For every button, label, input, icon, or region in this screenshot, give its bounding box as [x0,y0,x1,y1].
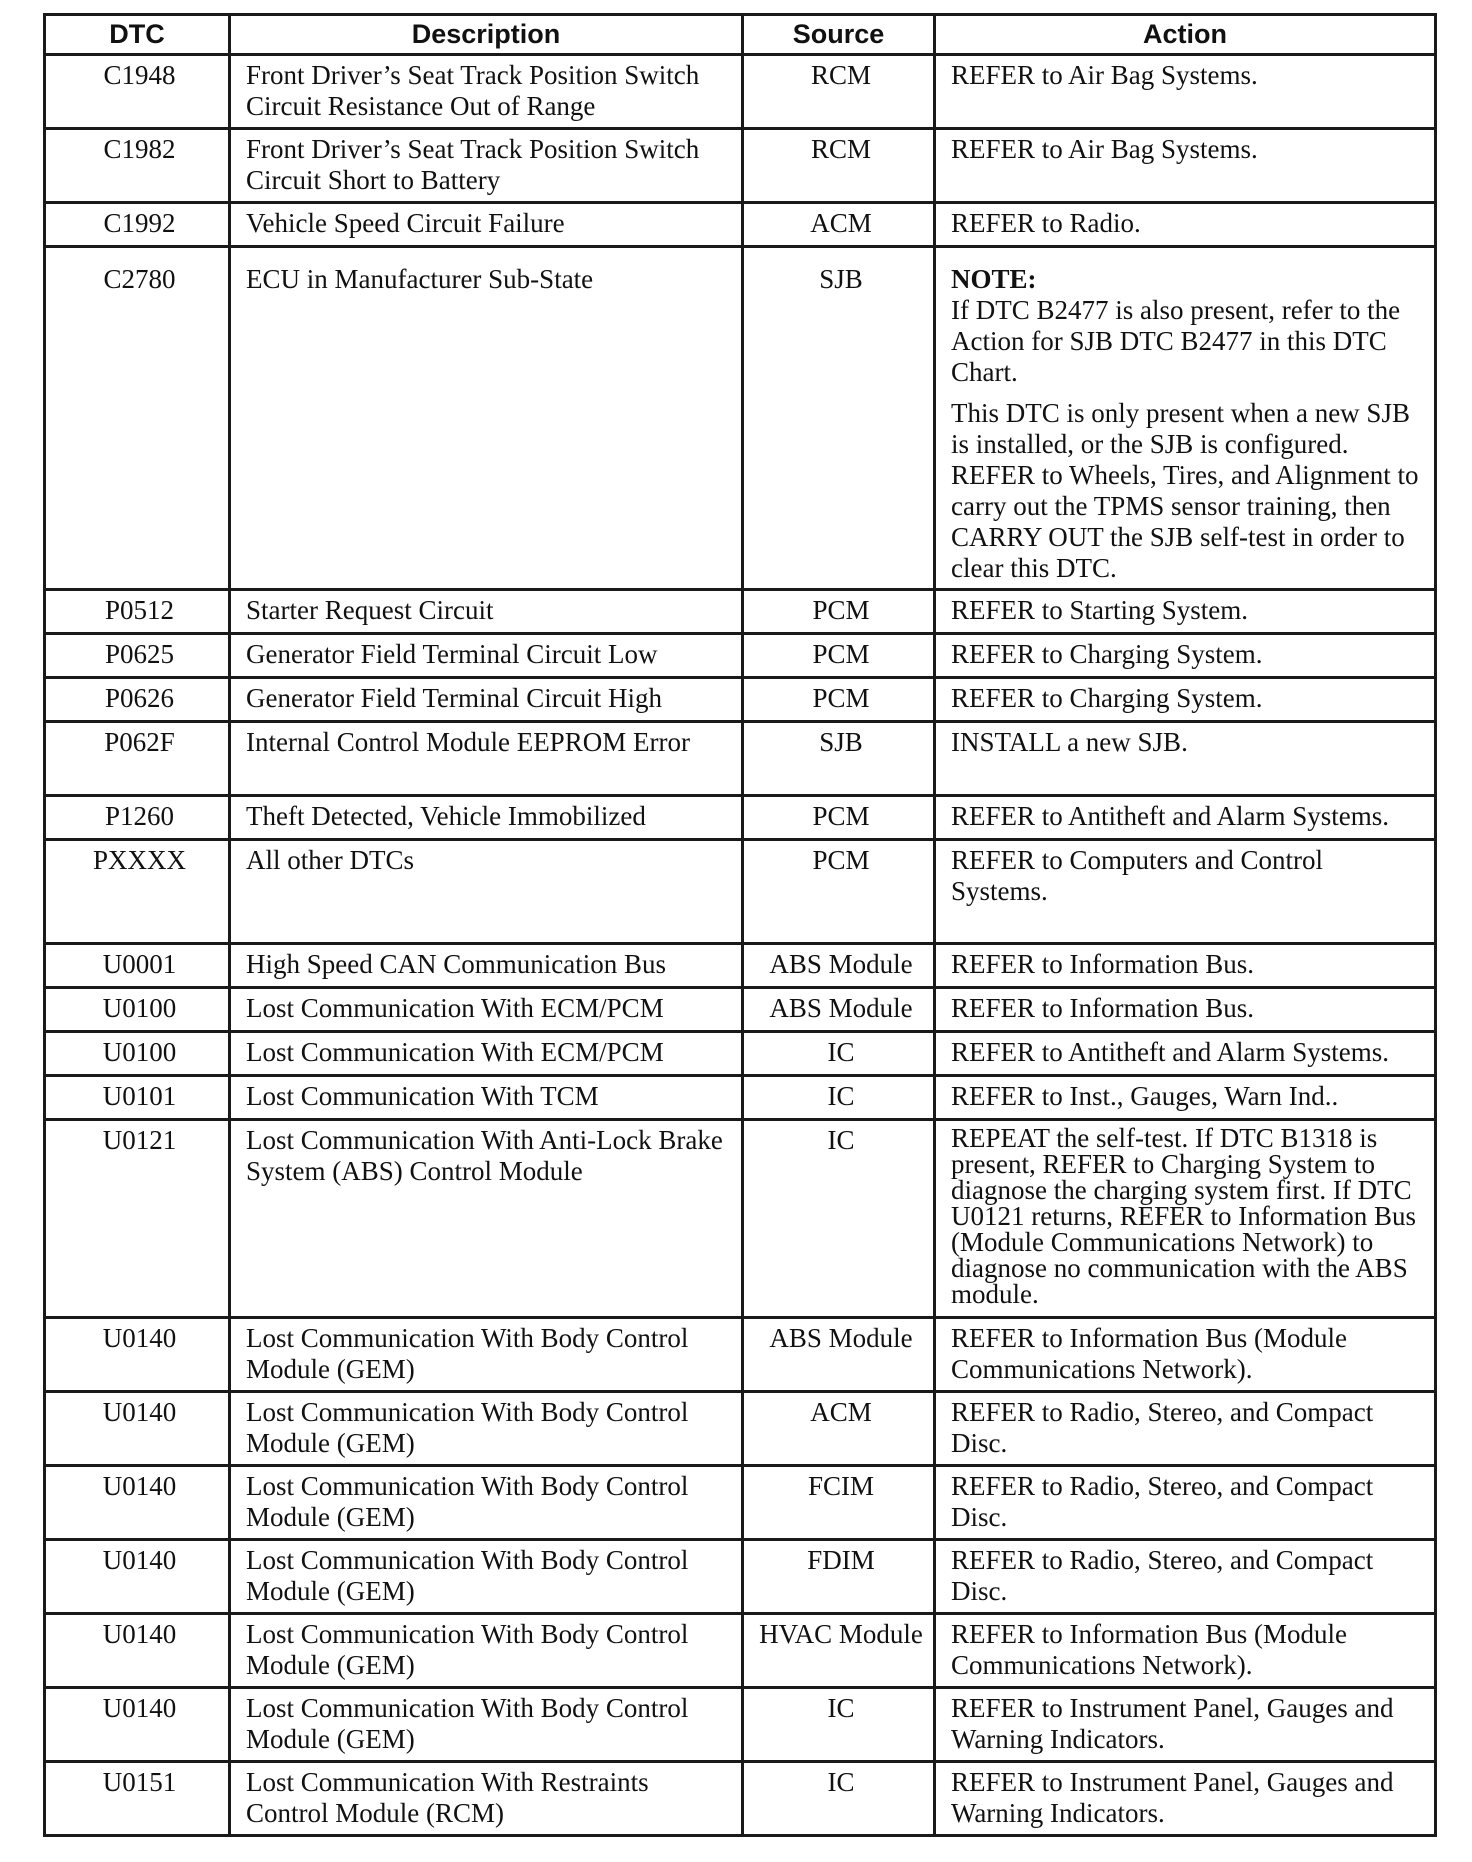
dtc-description: Lost Communication With Body Control Module (GEM) [230,1318,743,1392]
dtc-action: REFER to Information Bus. [935,944,1436,988]
dtc-source: ACM [743,1392,935,1466]
table-row [45,129,1436,203]
dtc-code: U0001 [45,944,230,988]
dtc-action: REFER to Information Bus. [935,988,1436,1032]
dtc-action: REFER to Charging System. [935,678,1436,722]
header-action: Action [935,15,1436,55]
dtc-description: Starter Request Circuit [230,590,743,634]
note-body: If DTC B2477 is also present, refer to the Action for SJB DTC B2477 in this DTC Chart. [951,295,1401,387]
dtc-source: PCM [743,796,935,840]
dtc-action: REFER to Information Bus (Module Communications Network). [935,1614,1436,1688]
dtc-action: REFER to Air Bag Systems. [935,55,1436,129]
dtc-code: U0140 [45,1688,230,1762]
dtc-source: PCM [743,678,935,722]
dtc-description: Lost Communication With Body Control Module (GEM) [230,1392,743,1466]
dtc-action: REFER to Radio. [935,203,1436,247]
dtc-description: All other DTCs [230,840,743,944]
dtc-description: Generator Field Terminal Circuit High [230,678,743,722]
dtc-description: Front Driver’s Seat Track Position Switch Circuit Short to Battery [230,129,743,203]
dtc-action: REFER to Starting System. [935,590,1436,634]
dtc-description: Lost Communication With Body Control Module (GEM) [230,1540,743,1614]
table-row [45,247,1436,590]
dtc-description: ECU in Manufacturer Sub-State [230,247,743,590]
dtc-action: REFER to Inst., Gauges, Warn Ind.. [935,1076,1436,1120]
table-row [45,840,1436,944]
dtc-source: HVAC Module [743,1614,935,1688]
dtc-source: IC [743,1120,935,1318]
dtc-description: Lost Communication With Restraints Control Module (RCM) [230,1762,743,1836]
dtc-code: P0625 [45,634,230,678]
table-row [45,722,1436,796]
dtc-code: U0140 [45,1540,230,1614]
dtc-code: P0512 [45,590,230,634]
dtc-action-note [935,247,1436,590]
dtc-action: REFER to Radio, Stereo, and Compact Disc. [935,1466,1436,1540]
dtc-code: U0140 [45,1614,230,1688]
dtc-code: U0140 [45,1466,230,1540]
dtc-description: Theft Detected, Vehicle Immobilized [230,796,743,840]
dtc-description: Lost Communication With ECM/PCM [230,988,743,1032]
dtc-code: C1948 [45,55,230,129]
dtc-description: Lost Communication With Body Control Module (GEM) [230,1466,743,1540]
dtc-code: U0140 [45,1318,230,1392]
table-row [45,55,1436,129]
table-row [45,1076,1436,1120]
dtc-code: U0100 [45,988,230,1032]
dtc-description: Generator Field Terminal Circuit Low [230,634,743,678]
dtc-source: IC [743,1076,935,1120]
table-row [45,1688,1436,1762]
dtc-description: Lost Communication With ECM/PCM [230,1032,743,1076]
dtc-source: IC [743,1762,935,1836]
dtc-description: High Speed CAN Communication Bus [230,944,743,988]
table-row [45,1614,1436,1688]
dtc-code: U0151 [45,1762,230,1836]
dtc-code: C2780 [45,247,230,590]
table-row [45,1120,1436,1318]
table-row [45,1466,1436,1540]
table-row [45,796,1436,840]
dtc-source: SJB [743,722,935,796]
dtc-description: Lost Communication With TCM [230,1076,743,1120]
dtc-source: FDIM [743,1540,935,1614]
table-row [45,1032,1436,1076]
dtc-description: Lost Communication With Body Control Module (GEM) [230,1688,743,1762]
dtc-code: U0100 [45,1032,230,1076]
dtc-source: ACM [743,203,935,247]
dtc-source: SJB [743,247,935,590]
table-row [45,1318,1436,1392]
dtc-action: REFER to Antitheft and Alarm Systems. [935,1032,1436,1076]
dtc-source: FCIM [743,1466,935,1540]
table-row [45,203,1436,247]
dtc-source: ABS Module [743,988,935,1032]
dtc-source: RCM [743,55,935,129]
dtc-description: Front Driver’s Seat Track Position Switch Circuit Resistance Out of Range [230,55,743,129]
dtc-action: INSTALL a new SJB. [935,722,1436,796]
dtc-code: P062F [45,722,230,796]
dtc-action: REFER to Radio, Stereo, and Compact Disc. [935,1540,1436,1614]
dtc-code: PXXXX [45,840,230,944]
dtc-description: Internal Control Module EEPROM Error [230,722,743,796]
table-row [45,988,1436,1032]
note-title: NOTE: [951,264,1037,294]
dtc-action: REFER to Information Bus (Module Communications Network). [935,1318,1436,1392]
dtc-action: REPEAT the self-test. If DTC B1318 is present, REFER to Charging System to diagnose the charging system first. If DTC U0121 returns, REFER to Information Bus (Module Communications Network) to diagnose no communication with the ABS module. [935,1120,1436,1318]
dtc-source: PCM [743,590,935,634]
dtc-action: REFER to Air Bag Systems. [935,129,1436,203]
dtc-action: REFER to Computers and Control Systems. [935,840,1436,944]
table-row [45,678,1436,722]
dtc-source: RCM [743,129,935,203]
dtc-action: REFER to Instrument Panel, Gauges and Warning Indicators. [935,1762,1436,1836]
table-row [45,634,1436,678]
dtc-description: Lost Communication With Body Control Module (GEM) [230,1614,743,1688]
dtc-code: U0140 [45,1392,230,1466]
dtc-code: C1982 [45,129,230,203]
dtc-source: ABS Module [743,944,935,988]
table-row [45,590,1436,634]
dtc-action: REFER to Instrument Panel, Gauges and Warning Indicators. [935,1688,1436,1762]
dtc-code: P0626 [45,678,230,722]
dtc-source: PCM [743,634,935,678]
dtc-source: IC [743,1688,935,1762]
dtc-action: REFER to Radio, Stereo, and Compact Disc. [935,1392,1436,1466]
dtc-action: REFER to Charging System. [935,634,1436,678]
table-row [45,1392,1436,1466]
dtc-source: ABS Module [743,1318,935,1392]
header-dtc: DTC [45,15,230,55]
dtc-description: Lost Communication With Anti-Lock Brake System (ABS) Control Module [230,1120,743,1318]
dtc-source: PCM [743,840,935,944]
dtc-source: IC [743,1032,935,1076]
table-row [45,1762,1436,1836]
header-row [45,15,1436,55]
action-extra: This DTC is only present when a new SJB is installed, or the SJB is configured. REFER to Wheels, Tires, and Alignment to carry out the TPMS sensor training, then CARRY OUT the SJB self-test in order to clear this DTC. [951,398,1419,583]
dtc-code: U0101 [45,1076,230,1120]
table-row [45,944,1436,988]
dtc-table [43,13,1437,1837]
header-source: Source [743,15,935,55]
header-description: Description [230,15,743,55]
dtc-code: C1992 [45,203,230,247]
table-row [45,1540,1436,1614]
dtc-description: Vehicle Speed Circuit Failure [230,203,743,247]
dtc-code: P1260 [45,796,230,840]
dtc-code: U0121 [45,1120,230,1318]
dtc-action: REFER to Antitheft and Alarm Systems. [935,796,1436,840]
